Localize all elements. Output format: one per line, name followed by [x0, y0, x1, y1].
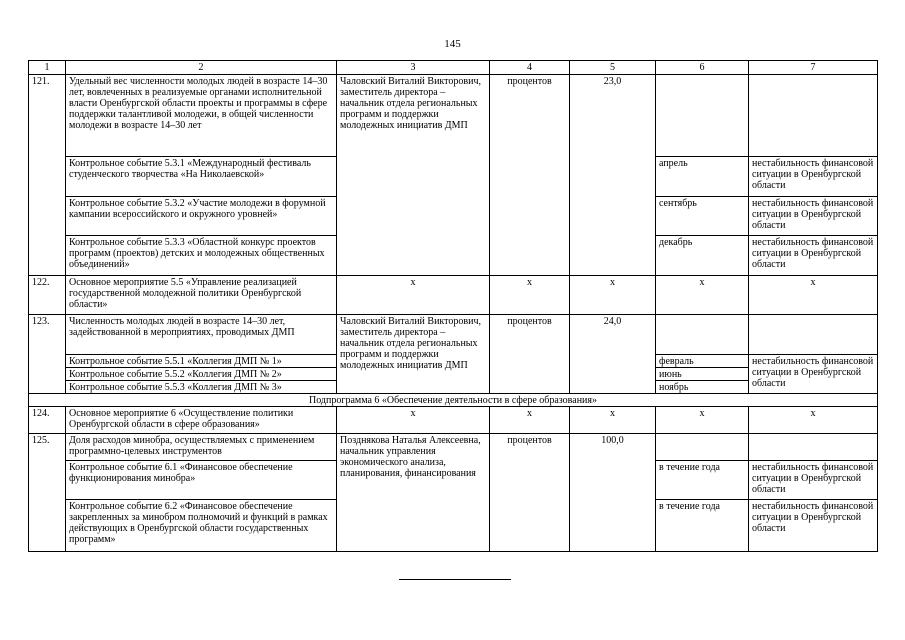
risk-cell: нестабильность финансовой ситуации в Оренбургской области [749, 236, 878, 276]
main-activity: Основное мероприятие 5.5 «Управление реализацией государственной молодежной политики Оренбургской области» [66, 276, 337, 315]
control-event: Контрольное событие 5.3.2 «Участие молодежи в форумной кампании всероссийского и окружного уровней» [66, 197, 337, 236]
indicator-description: Доля расходов минобра, осуществляемых с применением программно-целевых инструментов [66, 434, 337, 461]
x-mark: х [490, 276, 570, 315]
plan-table [28, 60, 878, 552]
empty-cell [749, 75, 878, 157]
table-row [29, 315, 878, 355]
control-event: Контрольное событие 6.2 «Финансовое обеспечение закрепленных за минобром полномочий и функций в рамках действующих в Оренбургской области государственных программ» [66, 500, 337, 552]
risk-cell: нестабильность финансовой ситуации в Оренбургской области [749, 197, 878, 236]
x-mark: х [749, 276, 878, 315]
x-mark: х [749, 407, 878, 434]
column-number: 7 [749, 61, 878, 75]
empty-cell [656, 315, 749, 355]
event-date: в течение года [656, 461, 749, 500]
control-event: Контрольное событие 5.5.2 «Коллегия ДМП № 2» [66, 368, 337, 381]
x-mark: х [656, 407, 749, 434]
risk-cell: нестабильность финансовой ситуации в Оренбургской области [749, 500, 878, 552]
subprogram-row [29, 394, 878, 407]
responsible-person: Чаловский Виталий Викторович, заместитель директора – начальник отдела региональных программ и поддержки молодежных инициатив ДМП [337, 75, 490, 276]
column-number: 3 [337, 61, 490, 75]
risk-cell: нестабильность финансовой ситуации в Оренбургской области [749, 461, 878, 500]
risk-cell: нестабильность финансовой ситуации в Оренбургской области [749, 157, 878, 197]
target-value: 100,0 [570, 434, 656, 552]
empty-cell [749, 434, 878, 461]
target-value: 23,0 [570, 75, 656, 276]
table-row [29, 434, 878, 461]
x-mark: х [570, 407, 656, 434]
indicator-description: Численность молодых людей в возрасте 14–30 лет, задействованной в мероприятиях, проводимых ДМП [66, 315, 337, 355]
unit-cell: процентов [490, 434, 570, 552]
x-mark: х [656, 276, 749, 315]
risk-cell: нестабильность финансовой ситуации в Оренбургской области [749, 355, 878, 394]
x-mark: х [337, 276, 490, 315]
x-mark: х [337, 407, 490, 434]
control-event: Контрольное событие 5.5.3 «Коллегия ДМП № 3» [66, 381, 337, 394]
row-number: 124. [29, 407, 66, 434]
responsible-person: Чаловский Виталий Викторович, заместитель директора – начальник отдела региональных программ и поддержки молодежных инициатив ДМП [337, 315, 490, 394]
control-event: Контрольное событие 6.1 «Финансовое обеспечение функционирования минобра» [66, 461, 337, 500]
table-row [29, 407, 878, 434]
x-mark: х [490, 407, 570, 434]
empty-cell [656, 75, 749, 157]
column-number-row [29, 61, 878, 75]
unit-cell: процентов [490, 75, 570, 276]
responsible-person: Позднякова Наталья Алексеевна, начальник управления экономического анализа, планирования, финансирования [337, 434, 490, 552]
row-number: 122. [29, 276, 66, 315]
event-date: сентябрь [656, 197, 749, 236]
control-event: Контрольное событие 5.3.1 «Международный фестиваль студенческого творчества «На Николаевской» [66, 157, 337, 197]
column-number: 2 [66, 61, 337, 75]
control-event: Контрольное событие 5.3.3 «Областной конкурс проектов программ (проектов) детских и молодежных общественных объединений» [66, 236, 337, 276]
empty-cell [749, 315, 878, 355]
empty-cell [656, 434, 749, 461]
table-row [29, 75, 878, 157]
unit-cell: процентов [490, 315, 570, 394]
event-date: апрель [656, 157, 749, 197]
target-value: 24,0 [570, 315, 656, 394]
subprogram-title: Подпрограмма 6 «Обеспечение деятельности в сфере образования» [29, 394, 878, 407]
control-event: Контрольное событие 5.5.1 «Коллегия ДМП № 1» [66, 355, 337, 368]
main-activity: Основное мероприятие 6 «Осуществление политики Оренбургской области в сфере образования» [66, 407, 337, 434]
event-date: декабрь [656, 236, 749, 276]
column-number: 4 [490, 61, 570, 75]
column-number: 5 [570, 61, 656, 75]
x-mark: х [570, 276, 656, 315]
event-date: в течение года [656, 500, 749, 552]
footnote-divider [399, 579, 511, 580]
row-number: 125. [29, 434, 66, 552]
page-number: 145 [444, 38, 461, 50]
indicator-description: Удельный вес численности молодых людей в возрасте 14–30 лет, вовлеченных в реализуемые органами исполнительной власти Оренбургской области проекты и программы в сфере поддержки талантливой молодежи, в общей численности молодежи в возрасте 14–30 лет [66, 75, 337, 157]
table-row [29, 276, 878, 315]
event-date: июнь [656, 368, 749, 381]
column-number: 1 [29, 61, 66, 75]
column-number: 6 [656, 61, 749, 75]
event-date: ноябрь [656, 381, 749, 394]
row-number: 123. [29, 315, 66, 394]
row-number: 121. [29, 75, 66, 276]
event-date: февраль [656, 355, 749, 368]
